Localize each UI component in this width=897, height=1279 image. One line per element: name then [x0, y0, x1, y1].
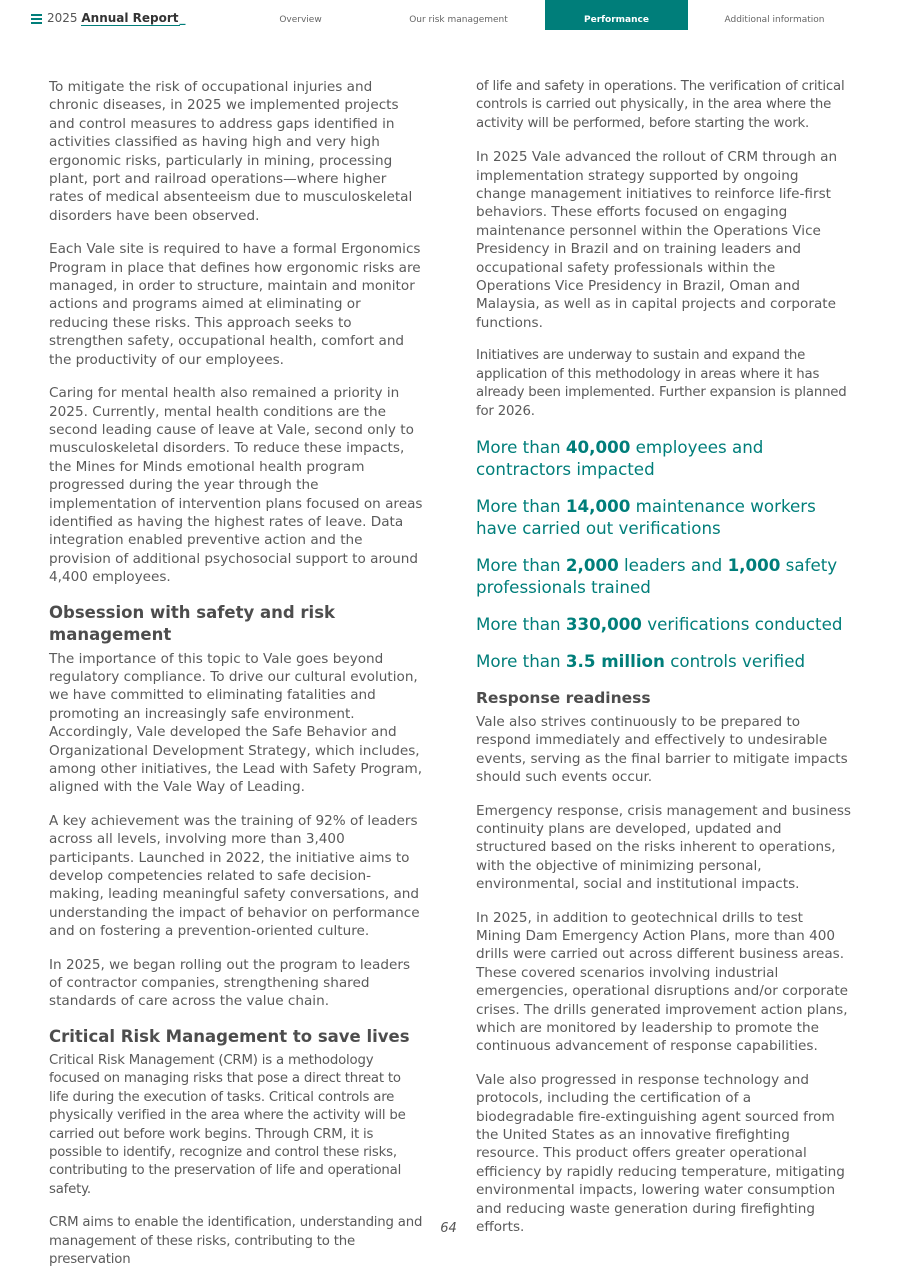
- stat-controls-verified: More than 3.5 million controls verified: [476, 650, 806, 671]
- stat-maintenance-workers: More than 14,000 maintenance workers have carried out verifications: [476, 495, 816, 538]
- tab-additional-information[interactable]: Additional information: [724, 15, 825, 25]
- paragraph-crm-aims: CRM aims to enable the identification, understanding and management of these risks, contributing to the preservation: [49, 1215, 423, 1267]
- stat-value: 14,000: [565, 495, 631, 516]
- top-navigation: [0, 0, 897, 38]
- stat-value: 330,000: [565, 613, 642, 634]
- heading-critical-risk-management: Critical Risk Management to save lives: [49, 1026, 410, 1046]
- heading-safety-risk-management: Obsession with safety and risk management: [49, 602, 335, 644]
- stat-value: 2,000: [565, 554, 619, 575]
- tab-overview[interactable]: Overview: [279, 15, 322, 25]
- report-brand[interactable]: [47, 11, 186, 25]
- page-number: 64: [440, 1221, 457, 1236]
- paragraph-crm-definition: Critical Risk Management (CRM) is a methodology focused on managing risks that pose a direct threat to life during the execution of tasks. Critical controls are physically verified in the area where the activity will be carried out before work begins. Through CRM, it is possible to identify, recognize and control these risks, contributing to the preservation of life and operational safety.: [49, 1052, 406, 1197]
- heading-response-readiness: Response readiness: [476, 688, 651, 707]
- tab-performance[interactable]: Performance: [545, 0, 688, 30]
- stat-value: 40,000: [565, 436, 631, 457]
- stat-value-secondary: 1,000: [727, 554, 781, 575]
- right-column: [476, 78, 851, 1251]
- stat-employees-impacted: More than 40,000 employees and contractors impacted: [476, 436, 764, 479]
- stat-value: 3.5 million: [565, 650, 665, 671]
- paragraph-crm-continued: of life and safety in operations. The verification of critical controls is carried out physically, in the area where the activity will be performed, before starting the work.: [476, 79, 845, 131]
- paragraph-cultural-evolution: The importance of this topic to Vale goes beyond regulatory compliance. To drive our cultural evolution, we have committed to eliminating fatalities and promoting an increasingly safe environment. Accordingly, Vale developed the Safe Behavior and Organizational Development Strategy, which includes, among other initiatives, the Lead with Safety Program, aligned with the Vale Way of Leading.: [49, 650, 423, 796]
- paragraph-response-technology: Vale also progressed in response technology and protocols, including the certification of a biodegradable fire-extinguishing agent sourced from the United States as an innovative firefighting resource. This product offers greater operational efficiency by rapidly reducing temperature, mitigating environmental impacts, lowering water consumption and reducing waste generation during firefighting efforts.: [476, 1071, 845, 1236]
- paragraph-drills: In 2025, in addition to geotechnical drills to test Mining Dam Emergency Action Plans, more than 400 drills were carried out across different business areas. These covered scenarios involving industrial emergencies, operational disruptions and/or corporate crises. The drills generated improvement action plans, which are monitored by leadership to promote the continuous advancement of response capabilities.: [476, 909, 849, 1055]
- paragraph-ergonomic-risks: To mitigate the risk of occupational injuries and chronic diseases, in 2025 we implemented projects and control measures to address gaps identified in activities classified as having high and very high ergonomic risks, particularly in mining, processing plant, port and railroad operations—where higher rates of medical absenteeism due to musculoskeletal disorders have been observed.: [49, 79, 413, 224]
- hamburger-menu-icon[interactable]: [31, 14, 42, 24]
- stat-leaders-trained: More than 2,000 leaders and 1,000 safety professionals trained: [476, 554, 838, 597]
- tab-our-risk-management[interactable]: Our risk management: [409, 15, 508, 25]
- paragraph-contractor-rollout: In 2025, we began rolling out the program to leaders of contractor companies, strengthening shared standards of care across the value chain.: [49, 956, 411, 1010]
- brand-cursor: _: [179, 11, 186, 25]
- paragraph-emergency-plans: Emergency response, crisis management and business continuity plans are developed, updated and structured based on the risks inherent to operations, with the objective of minimizing personal, environmental, social and institutional impacts.: [476, 802, 852, 893]
- paragraph-leader-training: A key achievement was the training of 92% of leaders across all levels, involving more than 3,400 participants. Launched in 2022, the initiative aims to develop competencies related to safe decision-making, leading meaningful safety conversations, and understanding the impact of behavior on performance and on fostering a prevention-oriented culture.: [49, 812, 420, 940]
- paragraph-ergonomics-program: Each Vale site is required to have a formal Ergonomics Program in place that defines how ergonomic risks are managed, in order to structure, maintain and monitor actions and programs aimed at eliminating or reducing these risks. This approach seeks to strengthen safety, occupational health, comfort and the productivity of our employees.: [49, 241, 421, 368]
- paragraph-crm-rollout: In 2025 Vale advanced the rollout of CRM through an implementation strategy supported by ongoing change management initiatives to reinforce life-first behaviors. These efforts focused on engaging maintenance personnel within the Operations Vice Presidency in Brazil and on training leaders and occupational safety professionals within the Operations Vice Presidency in Brazil, Oman and Malaysia, as well as in capital projects and corporate functions.: [476, 149, 838, 331]
- paragraph-mental-health: Caring for mental health also remained a priority in 2025. Currently, mental health conditions are the second leading cause of leave at Vale, second only to musculoskeletal disorders. To reduce these impacts, the Mines for Minds emotional health program progressed during the year through the implementation of intervention plans focused on areas identified as having the highest rates of leave. Data integration enabled preventive action and the provision of additional psychosocial support to around 4,400 employees.: [49, 385, 423, 586]
- report-name: Annual Report: [81, 11, 179, 25]
- stat-verifications-conducted: More than 330,000 verifications conducted: [476, 613, 843, 634]
- report-year: 2025: [47, 11, 78, 25]
- paragraph-preparedness: Vale also strives continuously to be prepared to respond immediately and effectively to undesirable events, serving as the final barrier to mitigate impacts should such events occur.: [476, 713, 848, 786]
- left-column: [49, 78, 424, 1279]
- paragraph-crm-expansion: Initiatives are underway to sustain and expand the application of this methodology in areas where it has already been implemented. Further expansion is planned for 2026.: [476, 348, 847, 419]
